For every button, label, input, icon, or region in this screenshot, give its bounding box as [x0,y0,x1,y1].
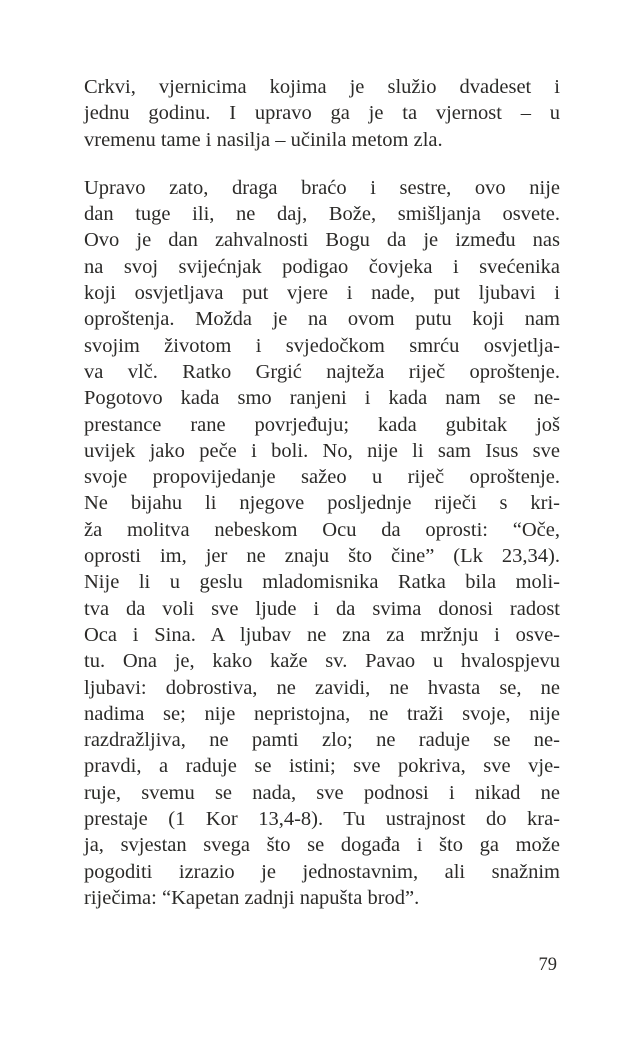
text-line: Nije li u geslu mladomisnika Ratka bila moli- [84,571,560,594]
text-line: ja, svjestan svega što se događa i što ga može [84,834,560,857]
text-line: jednu godinu. I upravo ga je ta vjernost – u [84,102,560,125]
text-line: oprosti im, jer ne znaju što čine” (Lk 23,34). [84,545,560,568]
text-line: Crkvi, vjernicima kojima je služio dvadeset i [84,76,560,98]
text-line: razdražljiva, ne pamti zlo; ne raduje se ne- [84,729,560,752]
text-line: Oca i Sina. A ljubav ne zna za mržnju i osve- [84,623,560,646]
text-line: riječima: “Kapetan zadnji napušta brod”. [84,886,420,909]
text-line: dan tuge ili, ne daj, Bože, smišljanja osvete. [84,203,560,226]
page-number: 79 [538,955,557,975]
text-line: nadima se; nije nepristojna, ne traži svoje, nije [84,702,560,725]
text-line: ža molitva nebeskom Ocu da oprosti: “Oče, [84,518,560,541]
text-line: svojim životom i svjedočkom smrću osvjetlja- [84,334,560,357]
text-line: Upravo zato, draga braćo i sestre, ovo nije [84,176,560,199]
text-line: uvijek jako peče i boli. No, nije li sam Isus sve [84,439,560,462]
body-text [84,74,560,911]
text-line: tva da voli sve ljude i da svima donosi radost [84,597,560,620]
text-line: vremenu tame i nasilja – učinila metom zla. [84,128,443,151]
text-line: Ne bijahu li njegove posljednje riječi s kri- [84,492,560,515]
text-line: ljubavi: dobrostiva, ne zavidi, ne hvasta se, ne [84,676,560,699]
text-line: svoje propovijedanje sažeo u riječ oproštenje. [84,466,560,489]
text-line: tu. Ona je, kako kaže sv. Pavao u hvalospjevu [84,650,560,673]
text-line: koji osvjetljava put vjere i nade, put ljubavi i [84,282,560,305]
text-line: Ovo je dan zahvalnosti Bogu da je između nas [84,229,560,252]
text-line: pravdi, a raduje se istini; sve pokriva, sve vje- [84,755,560,778]
text-line: na svoj svijećnjak podigao čovjeka i svećenika [84,255,560,278]
text-line: pogoditi izrazio je jednostavnim, ali snažnim [84,860,560,883]
text-line: oproštenja. Možda je na ovom putu koji nam [84,308,560,331]
text-line: ruje, svemu se nada, sve podnosi i nikad ne [84,781,560,804]
paragraph [84,175,560,911]
text-line: prestaje (1 Kor 13,4-8). Tu ustrajnost do kra- [84,808,560,831]
paragraph [84,74,560,153]
text-line: prestance rane povrjeđuju; kada gubitak još [84,413,560,436]
text-line: va vlč. Ratko Grgić najteža riječ oproštenje. [84,360,560,383]
text-line: Pogotovo kada smo ranjeni i kada nam se ne- [84,387,560,410]
